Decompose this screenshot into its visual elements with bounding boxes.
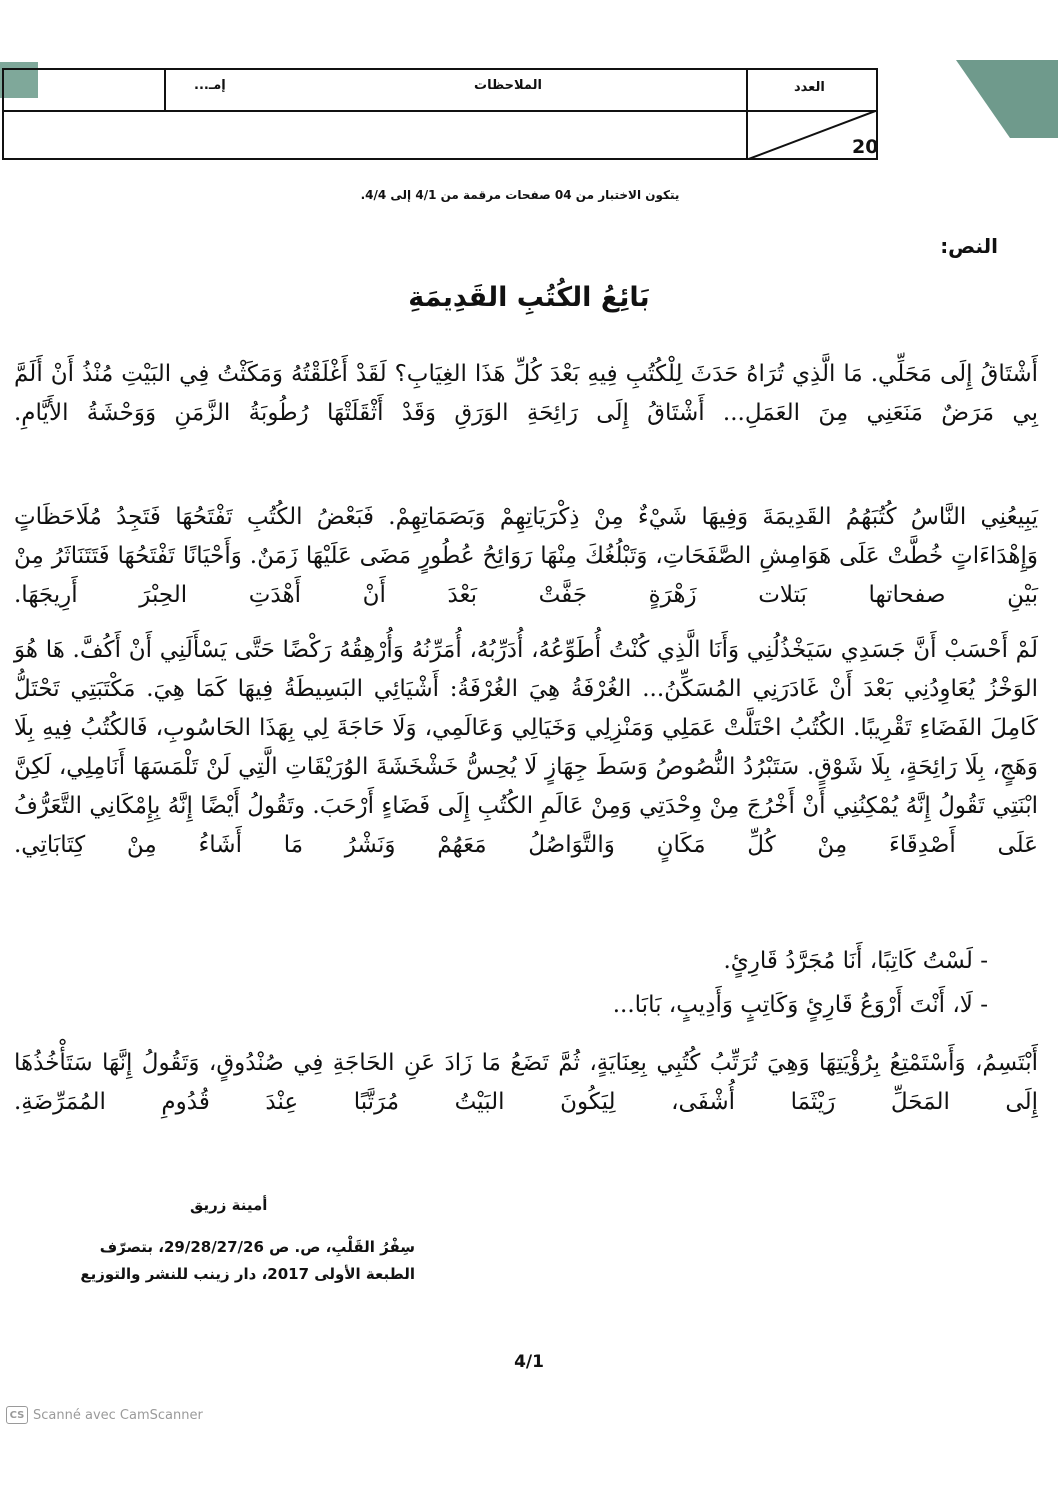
scanner-label: Scanné avec CamScanner [33, 1407, 203, 1423]
dialogue-line-1: - لَسْتُ كَاتِبًا، أَنَا مُجَرَّدُ قَارِئٍ. [723, 948, 988, 974]
source-line-1: سِفْرُ القَلْبِ، ص. ص 29/28/27/26، بتصرّف [99, 1238, 415, 1256]
camscanner-logo-icon: CS [6, 1406, 28, 1424]
page-number: 4/1 [514, 1352, 544, 1372]
text-label: النص: [940, 234, 998, 258]
scanner-watermark [6, 1406, 203, 1424]
author-name: أمينة زريق [190, 1196, 268, 1214]
dialogue-line-2: - لَا، أَنْتَ أَرْوَعُ قَارِئٍ وَكَاتِبٍ وَأَدِيبٍ، بَابَا... [612, 992, 988, 1018]
closing-paragraph: أَبْتَسِمُ، وَأَسْتَمْتِعُ بِرُؤْيَتِهَا وَهِيَ تُرَتِّبُ كُتُبِي بِعِنَايَةٍ، ثُمَّ تَضَعُ مَا زَادَ عَنِ الحَاجَةِ فِي صُنْدُوقٍ، وَتَقُولُ إِنَّهَا سَتَأْخُذُهَا إِلَى المَحَلِّ رَيْثَمَا أُشْفَى، لِيَكُونَ البَيْتُ مُرَتَّبًا عِنْدَ قُدُومِ المُمَرِّضَةِ. [14, 1050, 1038, 1115]
page-edge-mark-right [938, 60, 1058, 138]
total-score: 20 [852, 136, 879, 158]
grading-table [2, 68, 878, 160]
source-line-2: الطبعة الأولى 2017، دار زينب للنشر والتوزيع [80, 1265, 415, 1283]
table-header-notes: الملاحظات [474, 78, 542, 93]
paragraph-2: يَبِيعُنِي النَّاسُ كُتُبَهُمُ القَدِيمَةَ وَفِيهَا شَيْءٌ مِنْ ذِكْرَيَاتِهِمْ وَبَصَمَاتِهِمْ. فَبَعْضُ الكُتُبِ تَفْتَحُهَا فَتَجِدُ مُلَاحَظَاتٍ وَإِهْدَاءَاتٍ خُطَّتْ عَلَى هَوَامِشِ الصَّفَحَاتِ، وَتَبْلُغُكَ مِنْهَا رَوَائِحُ عُطُورٍ مَضَى عَلَيْهَا زَمَنٌ. وَأَحْيَانًا تَفْتَحُهَا فَتَتَنَاثَرُ مِنْ بَيْنِ صفحاتها بَتلات زَهْرَةٍ جَفَّتْ بَعْدَ أَنْ أَهْدَتِ الحِبْرَ أَرِيجَهَا. [14, 504, 1038, 608]
paragraph-1: أَشْتَاقُ إِلَى مَحَلِّي. مَا الَّذِي تُرَاهُ حَدَثَ لِلْكُتُبِ فِيهِ بَعْدَ كُلِّ هَذَا الغِيَابِ؟ لَقَدْ أَغْلَقْتُهُ وَمَكَثْتُ فِي البَيْتِ مُنْذُ أَنْ أَلَمَّ بِي مَرَضٌ مَنَعَنِي مِنَ العَمَلِ... أَشْتَاقُ إِلَى رَائِحَةِ الوَرَقِ وَقَدْ أَثْقَلَتْهَا رُطُوبَةُ الزَّمَنِ وَوَحْشَةُ الأَيَّامِ. [14, 361, 1038, 426]
exam-pages-note: يتكون الاختبار من 04 صفحات مرقمة من 4/1 إلى 4/4. [360, 188, 680, 202]
table-header-count: العدد [794, 80, 825, 95]
page-title: بَائِعُ الكُتُبِ القَدِيمَةِ [408, 282, 650, 313]
paragraph-3: لَمْ أَحْسَبْ أَنَّ جَسَدِي سَيَخْذُلُنِي وَأَنَا الَّذِي كُنْتُ أُطَوِّعُهُ، أُدَرِّبُهُ، أُمَرِّنُهُ وَأُرْهِقُهُ رَكْضًا حَتَّى يَسْأَلَنِي أَنْ أَكُفَّ. هَا هُوَ الوَخْزُ يُعَاوِدُنِي بَعْدَ أَنْ غَادَرَنِي المُسَكِّنُ... الغُرْفَةُ هِيَ الغُرْفَةُ: أَشْيَائِي البَسِيطَةُ فِيهَا كَمَا هِيَ. مَكْتَبَتِي تَحْتَلُّ كَامِلَ الفَضَاءِ تَقْرِيبًا. الكُتُبُ احْتَلَّتْ عَمَلِي وَمَنْزِلِي وَخَيَالِي وَعَالَمِي، وَلَا حَاجَةَ لِي بِهَذَا الحَاسُوبِ، فَالكُتُبُ فِيهِ بِلَا وَهَجٍ، بِلَا رَائِحَةٍ، بِلَا شَوْقٍ. سَتَبْرُدُ النُّصُوصُ وَسَطَ جِهَازٍ لَا يُحِسُّ خَشْخَشَةَ الوُرَيْقَاتِ الَّتِي لَنْ تَلْمَسَهَا أَنَامِلِي، لَكِنَّ ابْنَتِي تَقُولُ إِنَّهُ يُمْكِنُنِي أَنْ أَخْرُجَ مِنْ وِحْدَتِي وَمِنْ عَالَمِ الكُتُبِ إِلَى فَضَاءٍ أَرْحَبَ. وتَقُولُ أَيْضًا إِنَّهُ بِإِمْكَانِي التَّعَرُّفُ عَلَى أَصْدِقَاءَ مِنْ كُلِّ مَكَانٍ وَالتَّوَاصُلُ مَعَهُمْ وَنَشْرُ مَا أَشَاءُ مِنْ كِتَابَاتِي. [14, 637, 1038, 858]
table-header-left: إمـ... [194, 78, 226, 93]
